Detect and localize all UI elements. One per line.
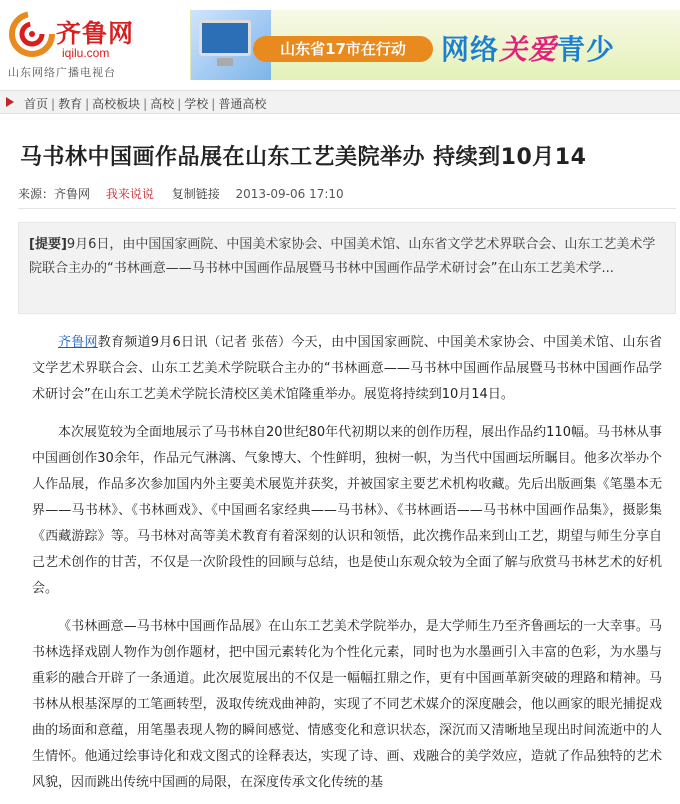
breadcrumb-separator: |	[143, 97, 148, 111]
breadcrumb-separator: |	[51, 97, 56, 111]
breadcrumb-separator: |	[211, 97, 216, 111]
breadcrumb-regular-university[interactable]: 普通高校	[218, 97, 267, 111]
breadcrumb-links	[24, 95, 266, 112]
article-summary	[18, 222, 676, 314]
breadcrumb-arrow-icon	[6, 97, 14, 107]
breadcrumb-university[interactable]: 高校	[150, 97, 175, 111]
logo-subtitle: 山东网络广播电视台	[8, 66, 116, 79]
breadcrumb-separator: |	[85, 97, 90, 111]
article-paragraph-1	[32, 330, 662, 408]
banner-headline	[441, 28, 615, 68]
banner-pill-text: 山东省17市在行动	[253, 36, 433, 62]
logo-name: 齐鲁网	[56, 19, 135, 48]
article-timestamp: 2013-09-06 17:10	[235, 187, 344, 201]
article-meta	[18, 185, 344, 202]
banner-headline-pre: 网络	[441, 33, 500, 66]
article-paragraph-2: 本次展览较为全面地展示了马书林自20世纪80年代初期以来的创作历程，展出作品约110幅。马书林从事中国画创作30余年，作品元气淋漓、气象博大、个性鲜明，独树一帜，为当代中国画坛所瞩目。他多次举办个人作品展，作品多次参加国内外主要美术展览并获奖，并被国家主要艺术机构收藏。先后出版画集《笔墨本无界——马书林》、《书林画戏》、《中国画名家经典——马书林》、《书林画语——马书林中国画作品集》，摄影集《西藏游踪》等。马书林对高等美术教育有着深刻的认识和领悟，此次携作品来到山工艺，期望与师生分享自己艺术创作的甘苦，不仅是一次阶段性的回顾与总结，也是使山东观众较为全面了解与欣赏马书林艺术的好机会。	[32, 425, 662, 596]
article-paragraph-3: 《书林画意—马书林中国画作品展》在山东工艺美术学院举办，是大学师生乃至齐鲁画坛的一大幸事。马书林选择戏剧人物作为创作题材，把中国元素转化为个性化元素，同时也为水墨画引入丰富的色彩，为水墨与重彩的融合开辟了一条通道。此次展览展出的不仅是一幅幅扛鼎之作，更有中国画革新突破的理路和精神。马书林从根基深厚的工笔画转型，汲取传统戏曲神韵，实现了不同艺术媒介的深度融会，他以画家的眼光捕捉戏曲的场面和意蕴，用笔墨表现人物的瞬间感觉、情感变化和意识状态，深沉而又清晰地呈现出时间流逝中的人生情怀。他通过绘事诗化和戏文图式的诠释表达，实现了诗、画、戏融合的美学效应，造就了作品独特的艺术风貌，因而跳出传统中国画的局限，在深度传承文化传统的基	[32, 619, 662, 790]
logo-domain: iqilu.com	[62, 46, 110, 60]
site-logo[interactable]	[8, 8, 158, 82]
monitor-icon	[199, 20, 251, 56]
copy-link-button[interactable]: 复制链接	[171, 187, 220, 201]
article-source: 来源：齐鲁网	[18, 187, 91, 201]
source-link[interactable]: 齐鲁网	[58, 335, 98, 350]
breadcrumb-university-section[interactable]: 高校板块	[92, 97, 141, 111]
breadcrumb-education[interactable]: 教育	[58, 97, 83, 111]
banner-headline-love: 关爱	[499, 33, 558, 66]
site-header	[0, 0, 680, 86]
comment-link[interactable]: 我来说说	[105, 187, 154, 201]
promo-banner[interactable]	[190, 10, 680, 80]
breadcrumb-home[interactable]: 首页	[24, 97, 49, 111]
breadcrumb-school[interactable]: 学校	[184, 97, 209, 111]
summary-tag: [提要]	[29, 237, 67, 252]
breadcrumb-separator: |	[177, 97, 182, 111]
banner-headline-post: 青少	[557, 33, 616, 66]
summary-text: 9月6日，由中国国家画院、中国美术家协会、中国美术馆、山东省文学艺术界联合会、山东工艺美术学院联合主办的“书林画意——马书林中国画作品展暨马书林中国画作品学术研讨会”在山东工艺美术学...	[29, 237, 656, 276]
article-title: 马书林中国画作品展在山东工艺美院举办 持续到10月14	[20, 145, 587, 170]
breadcrumb	[0, 90, 680, 114]
logo-swirl-icon	[8, 10, 56, 58]
article-body	[32, 330, 662, 804]
meta-divider	[18, 208, 676, 209]
paragraph-1-text: 教育频道9月6日讯（记者 张蓓）今天，由中国国家画院、中国美术家协会、中国美术馆、山东省文学艺术界联合会、山东工艺美术学院联合主办的“书林画意——马书林中国画作品展暨马书林中国画作品学术研讨会”在山东工艺美术学院长清校区美术馆隆重举办。展览将持续到10月14日。	[32, 335, 662, 402]
monitor-stand-icon	[217, 58, 233, 66]
